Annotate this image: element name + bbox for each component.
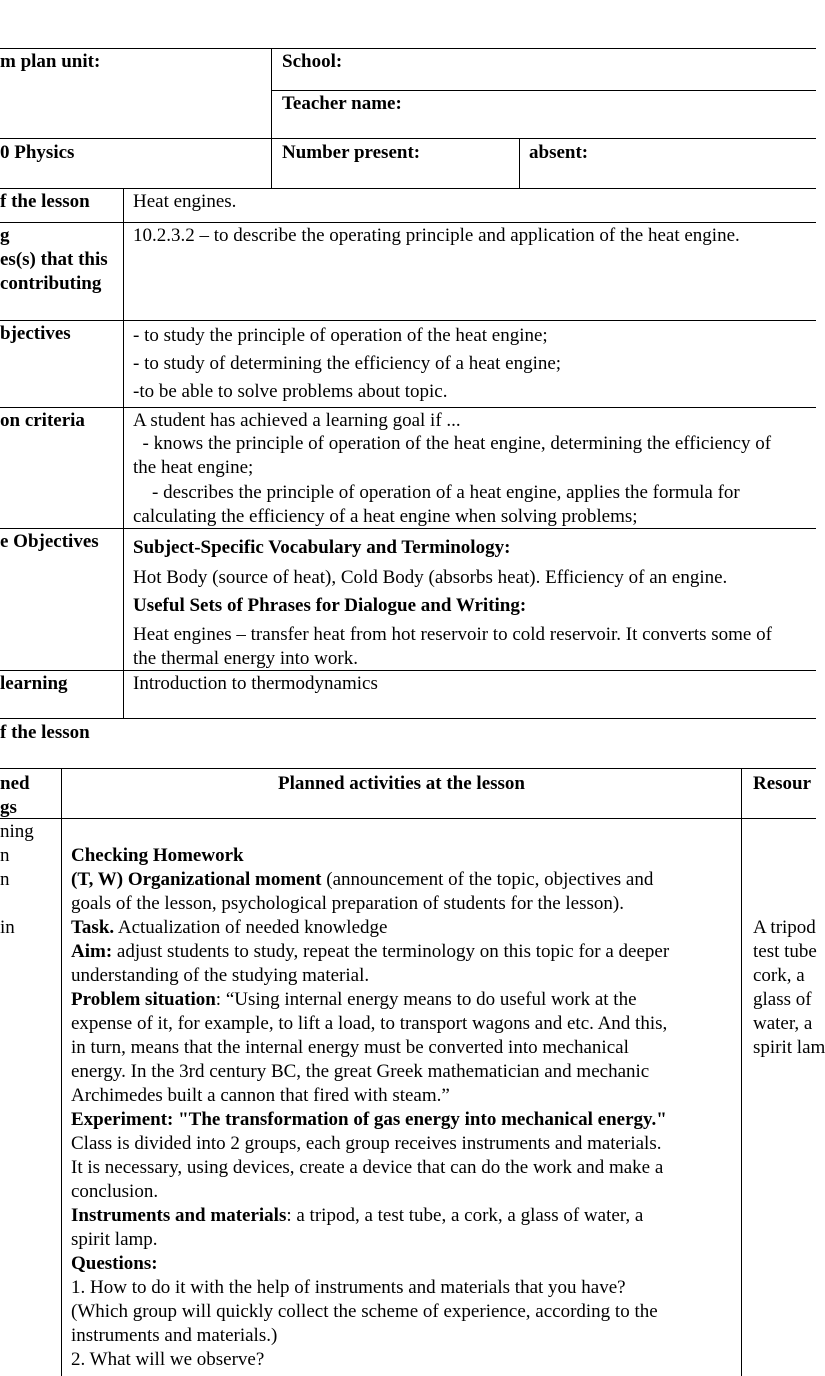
prior-label: learning xyxy=(0,673,68,694)
experiment-line: conclusion. xyxy=(71,1181,159,1202)
checking-homework: Checking Homework xyxy=(71,845,244,866)
org-moment-line xyxy=(71,868,653,892)
col1-header-line: gs xyxy=(0,797,17,818)
theme-label: f the lesson xyxy=(0,191,90,212)
resource-line: water, a xyxy=(753,1013,813,1034)
instruments-line xyxy=(71,1204,643,1228)
resource-line: glass of xyxy=(753,989,812,1010)
question-line: instruments and materials.) xyxy=(71,1325,278,1346)
table-border xyxy=(741,768,742,1376)
vocab-text: Hot Body (source of heat), Cold Body (absorbs heat). Efficiency of an engine. xyxy=(133,567,728,588)
aim-bold: Aim: xyxy=(71,941,113,962)
criteria-line: the heat engine; xyxy=(133,457,254,478)
problem-line: energy. In the 3rd century BC, the great Greek mathematician and mechanic xyxy=(71,1061,650,1082)
questions-heading: Questions: xyxy=(71,1253,158,1274)
table-border xyxy=(271,48,272,188)
timing-line: n xyxy=(0,845,10,866)
table-border xyxy=(0,718,816,719)
teacher-label: Teacher name: xyxy=(282,93,402,114)
task-bold: Task. xyxy=(71,917,115,938)
table-border xyxy=(0,768,816,769)
lo-label-line: g xyxy=(0,225,10,246)
aim-text: adjust students to study, repeat the terminology on this topic for a deeper xyxy=(112,941,670,962)
task-line xyxy=(71,916,387,940)
table-border xyxy=(272,90,816,91)
lo-label-line: es(s) that this xyxy=(0,249,108,270)
table-border xyxy=(61,768,62,1376)
org-moment-text: (announcement of the topic, objectives and xyxy=(321,869,654,890)
experiment-line: It is necessary, using devices, create a device that can do the work and make a xyxy=(71,1157,664,1178)
objective-item: - to study of determining the efficiency of a heat engine; xyxy=(133,353,562,374)
timing-line: n xyxy=(0,869,10,890)
instruments-bold: Instruments and materials xyxy=(71,1205,287,1226)
resource-line: A tripod xyxy=(753,917,816,938)
col2-header: Planned activities at the lesson xyxy=(278,773,525,794)
task-text: Actualization of needed knowledge xyxy=(114,917,388,938)
criteria-line: - knows the principle of operation of the heat engine, determining the efficiency of xyxy=(133,433,772,454)
criteria-line: A student has achieved a learning goal if ... xyxy=(133,410,461,431)
problem-line xyxy=(71,988,637,1012)
question-line: (Which group will quickly collect the scheme of experience, according to the xyxy=(71,1301,658,1322)
criteria-label: on criteria xyxy=(0,410,85,431)
criteria-line: calculating the efficiency of a heat engine when solving problems; xyxy=(133,506,638,527)
objectives-label: bjectives xyxy=(0,323,71,344)
col3-header: Resour xyxy=(753,773,812,794)
org-moment-bold: (T, W) Organizational moment xyxy=(71,869,322,890)
timing-line: in xyxy=(0,917,15,938)
col1-header-line: ned xyxy=(0,773,30,794)
table-border xyxy=(0,48,816,49)
lo-value: 10.2.3.2 – to describe the operating principle and application of the heat engine. xyxy=(133,225,740,246)
table-border xyxy=(0,818,816,819)
theme-value: Heat engines. xyxy=(133,191,237,212)
table-border xyxy=(123,188,124,718)
phrases-line: Heat engines – transfer heat from hot reservoir to cold reservoir. It converts some of xyxy=(133,624,772,645)
resource-line: spirit lam xyxy=(753,1037,825,1058)
phrases-heading: Useful Sets of Phrases for Dialogue and Writing: xyxy=(133,595,527,616)
experiment-heading: Experiment: "The transformation of gas energy into mechanical energy." xyxy=(71,1109,667,1130)
objective-item: - to study the principle of operation of the heat engine; xyxy=(133,325,548,346)
org-moment-line: goals of the lesson, psychological preparation of students for the lesson). xyxy=(71,893,624,914)
table-border xyxy=(0,138,816,139)
experiment-line: Class is divided into 2 groups, each group receives instruments and materials. xyxy=(71,1133,662,1154)
timing-line: ning xyxy=(0,821,34,842)
resource-line: test tube xyxy=(753,941,817,962)
problem-text: : “Using internal energy means to do useful work at the xyxy=(215,989,637,1010)
problem-line: Archimedes built a cannon that fired with steam.” xyxy=(71,1085,450,1106)
question-line: 1. How to do it with the help of instruments and materials that you have? xyxy=(71,1277,626,1298)
problem-bold: Problem situation xyxy=(71,989,216,1010)
instruments-line: spirit lamp. xyxy=(71,1229,158,1250)
criteria-line: - describes the principle of operation of a heat engine, applies the formula for xyxy=(133,482,740,503)
problem-line: in turn, means that the internal energy must be converted into mechanical xyxy=(71,1037,629,1058)
phrases-line: the thermal energy into work. xyxy=(133,648,358,669)
language-label: e Objectives xyxy=(0,531,99,552)
aim-line xyxy=(71,940,669,964)
resource-line: cork, a xyxy=(753,965,805,986)
table-border xyxy=(519,138,520,188)
absent-label: absent: xyxy=(529,142,589,163)
instruments-text: : a tripod, a test tube, a cork, a glass of water, a xyxy=(286,1205,644,1226)
objective-item: -to be able to solve problems about topic. xyxy=(133,381,448,402)
school-label: School: xyxy=(282,51,343,72)
problem-line: expense of it, for example, to lift a load, to transport wagons and etc. And this, xyxy=(71,1013,668,1034)
present-label: Number present: xyxy=(282,142,421,163)
vocab-heading: Subject-Specific Vocabulary and Terminology: xyxy=(133,537,511,558)
plan-title: f the lesson xyxy=(0,722,90,743)
prior-value: Introduction to thermodynamics xyxy=(133,673,378,694)
unit-label: m plan unit: xyxy=(0,51,101,72)
grade-label: 0 Physics xyxy=(0,142,75,163)
question-line: 2. What will we observe? xyxy=(71,1349,265,1370)
lo-label-line: contributing xyxy=(0,273,102,294)
aim-line: understanding of the studying material. xyxy=(71,965,370,986)
